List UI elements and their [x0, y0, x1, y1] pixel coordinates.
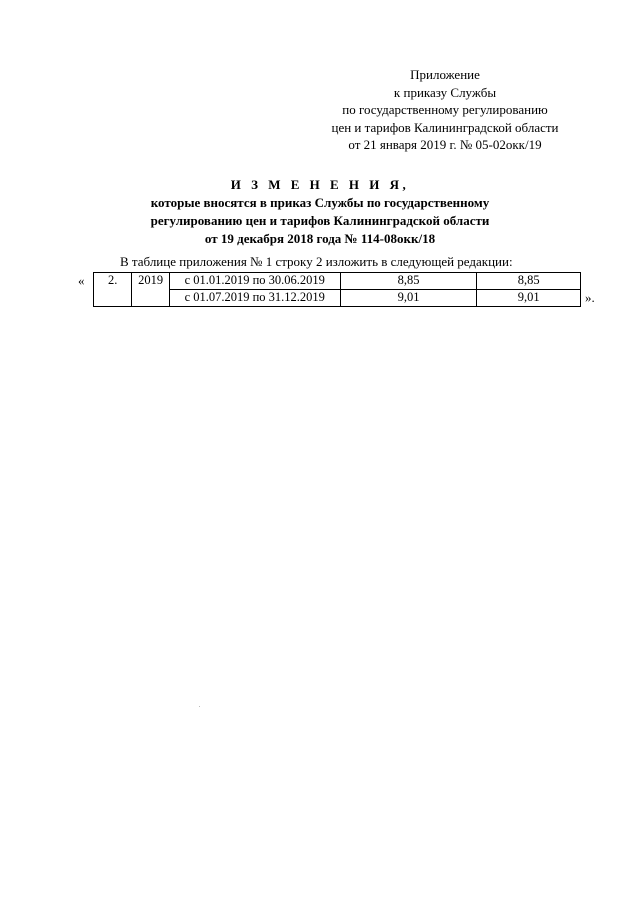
intro-paragraph: В таблице приложения № 1 строку 2 изложить в следующей редакции:	[120, 254, 513, 269]
changes-subtitle-line1: которые вносятся в приказ Службы по государственному	[150, 195, 490, 210]
value1-cell: 8,85	[340, 273, 477, 290]
changes-subtitle-line2: регулированию цен и тарифов Калининградской области	[150, 213, 490, 228]
scan-speck	[199, 706, 200, 707]
value2-cell: 9,01	[477, 290, 581, 307]
appendix-header	[300, 66, 590, 154]
appendix-order-ref: к приказу Службы	[393, 84, 497, 100]
value1-cell: 9,01	[340, 290, 477, 307]
period-cell: с 01.07.2019 по 31.12.2019	[169, 290, 340, 307]
changes-heading	[120, 176, 520, 248]
table-row	[94, 273, 581, 290]
changes-title: И З М Е Н Е Н И Я,	[230, 177, 410, 192]
value2-cell: 8,85	[477, 273, 581, 290]
year-cell: 2019	[132, 273, 169, 307]
appendix-agency-line1: по государственному регулированию	[342, 102, 548, 117]
appendix-title: Приложение	[410, 67, 480, 82]
row-number-cell: 2.	[94, 273, 132, 307]
closing-quote: ».	[585, 290, 595, 305]
period-cell: с 01.01.2019 по 30.06.2019	[169, 273, 340, 290]
appendix-date-number: от 21 января 2019 г. № 05-02окк/19	[348, 137, 542, 152]
opening-quote: «	[78, 273, 85, 288]
tariff-table	[93, 272, 581, 307]
appendix-agency-line2: цен и тарифов Калининградской области	[331, 119, 559, 135]
changes-subtitle-line3: от 19 декабря 2018 года № 114-08окк/18	[204, 231, 436, 246]
